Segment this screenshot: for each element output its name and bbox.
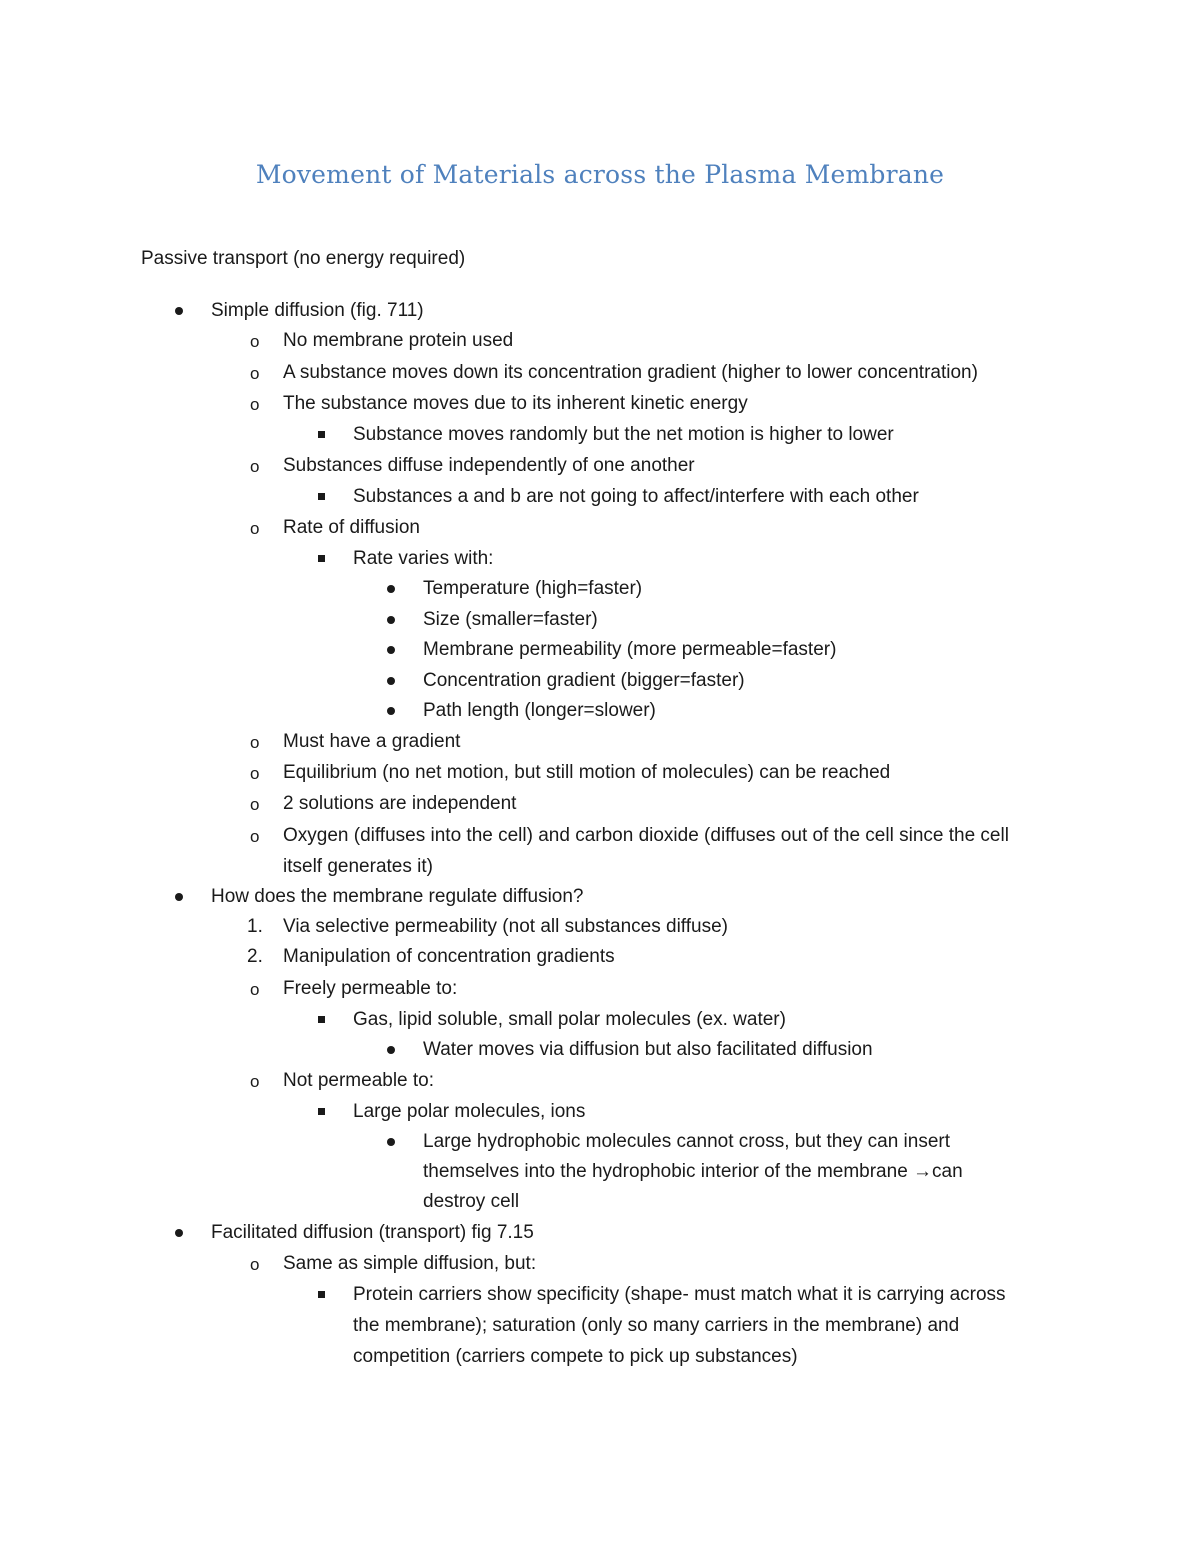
bullet-circle-marker: o [250,519,260,538]
bullet-circle-marker: o [250,795,260,814]
bullet-disc-icon [387,646,395,654]
bullet-disc-icon [387,707,395,715]
bullet-square-icon [318,1108,325,1115]
list-item-continuation: itself generates it) [283,856,433,877]
bullet-square-icon [318,1016,325,1023]
list-item: o Not permeable to: [0,1065,1200,1096]
list-item: Facilitated diffusion (transport) fig 7.15 [0,1217,1200,1248]
list-item: o Rate of diffusion [0,512,1200,543]
bullet-circle-marker: o [250,764,260,783]
list-item: Protein carriers show specificity (shape- must match what it is carrying across [0,1279,1200,1310]
bullet-disc-icon [387,616,395,624]
list-item: Substance moves randomly but the net motion is higher to lower [0,419,1200,450]
list-item: o A substance moves down its concentration gradient (higher to lower concentration) [0,357,1200,388]
bullet-circle-marker: o [250,980,260,999]
bullet-circle-marker: o [250,395,260,414]
list-item: o 2 solutions are independent [0,788,1200,819]
list-item: Substances a and b are not going to affect/interfere with each other [0,481,1200,512]
bullet-circle-marker: o [250,827,260,846]
list-item-continuation: themselves into the hydrophobic interior of the membrane →can [423,1161,963,1182]
bullet-disc-icon [387,1046,395,1054]
bullet-circle-marker: o [250,364,260,383]
bullet-disc-icon [387,677,395,685]
bullet-circle-marker: o [250,1255,260,1274]
list-item: How does the membrane regulate diffusion? [0,881,1200,912]
bullet-disc-icon [175,893,183,901]
list-item: o The substance moves due to its inherent kinetic energy [0,388,1200,419]
list-item: Large hydrophobic molecules cannot cross, but they can insert [0,1126,1200,1157]
list-item: Size (smaller=faster) [0,604,1200,635]
list-item: o Oxygen (diffuses into the cell) and carbon dioxide (diffuses out of the cell since the cell [0,820,1200,851]
bullet-circle-marker: o [250,457,260,476]
list-item: o No membrane protein used [0,325,1200,356]
bullet-disc-icon [387,1138,395,1146]
list-item: Water moves via diffusion but also facilitated diffusion [0,1034,1200,1065]
list-item: o Same as simple diffusion, but: [0,1248,1200,1279]
section-heading: Passive transport (no energy required) [141,248,466,269]
list-item: 1. Via selective permeability (not all substances diffuse) [0,911,1200,942]
bullet-disc-icon [175,307,183,315]
bullet-circle-marker: o [250,1072,260,1091]
list-item-continuation: the membrane); saturation (only so many carriers in the membrane) and [353,1315,960,1336]
list-item-continuation: destroy cell [423,1191,520,1212]
bullet-square-icon [318,555,325,562]
list-item-continuation: competition (carriers compete to pick up substances) [353,1346,798,1367]
list-number: 1. [247,916,263,937]
list-item: o Freely permeable to: [0,973,1200,1004]
list-item: Gas, lipid soluble, small polar molecules (ex. water) [0,1004,1200,1035]
list-item: Concentration gradient (bigger=faster) [0,665,1200,696]
list-item: Path length (longer=slower) [0,695,1200,726]
bullet-circle-marker: o [250,332,260,351]
bullet-disc-icon [387,585,395,593]
list-item: Membrane permeability (more permeable=faster) [0,634,1200,665]
list-item: Temperature (high=faster) [0,573,1200,604]
bullet-square-icon [318,1291,325,1298]
list-item: o Substances diffuse independently of one another [0,450,1200,481]
bullet-disc-icon [175,1229,183,1237]
bullet-square-icon [318,493,325,500]
list-item: o Must have a gradient [0,726,1200,757]
page-title: Movement of Materials across the Plasma Membrane [255,160,945,189]
bullet-square-icon [318,431,325,438]
list-item: o Equilibrium (no net motion, but still motion of molecules) can be reached [0,757,1200,788]
list-number: 2. [247,946,263,967]
list-item: Rate varies with: [0,543,1200,574]
bullet-circle-marker: o [250,733,260,752]
list-item: 2. Manipulation of concentration gradients [0,941,1200,972]
list-item: Simple diffusion (fig. 711) [0,295,1200,326]
list-item: Large polar molecules, ions [0,1096,1200,1127]
